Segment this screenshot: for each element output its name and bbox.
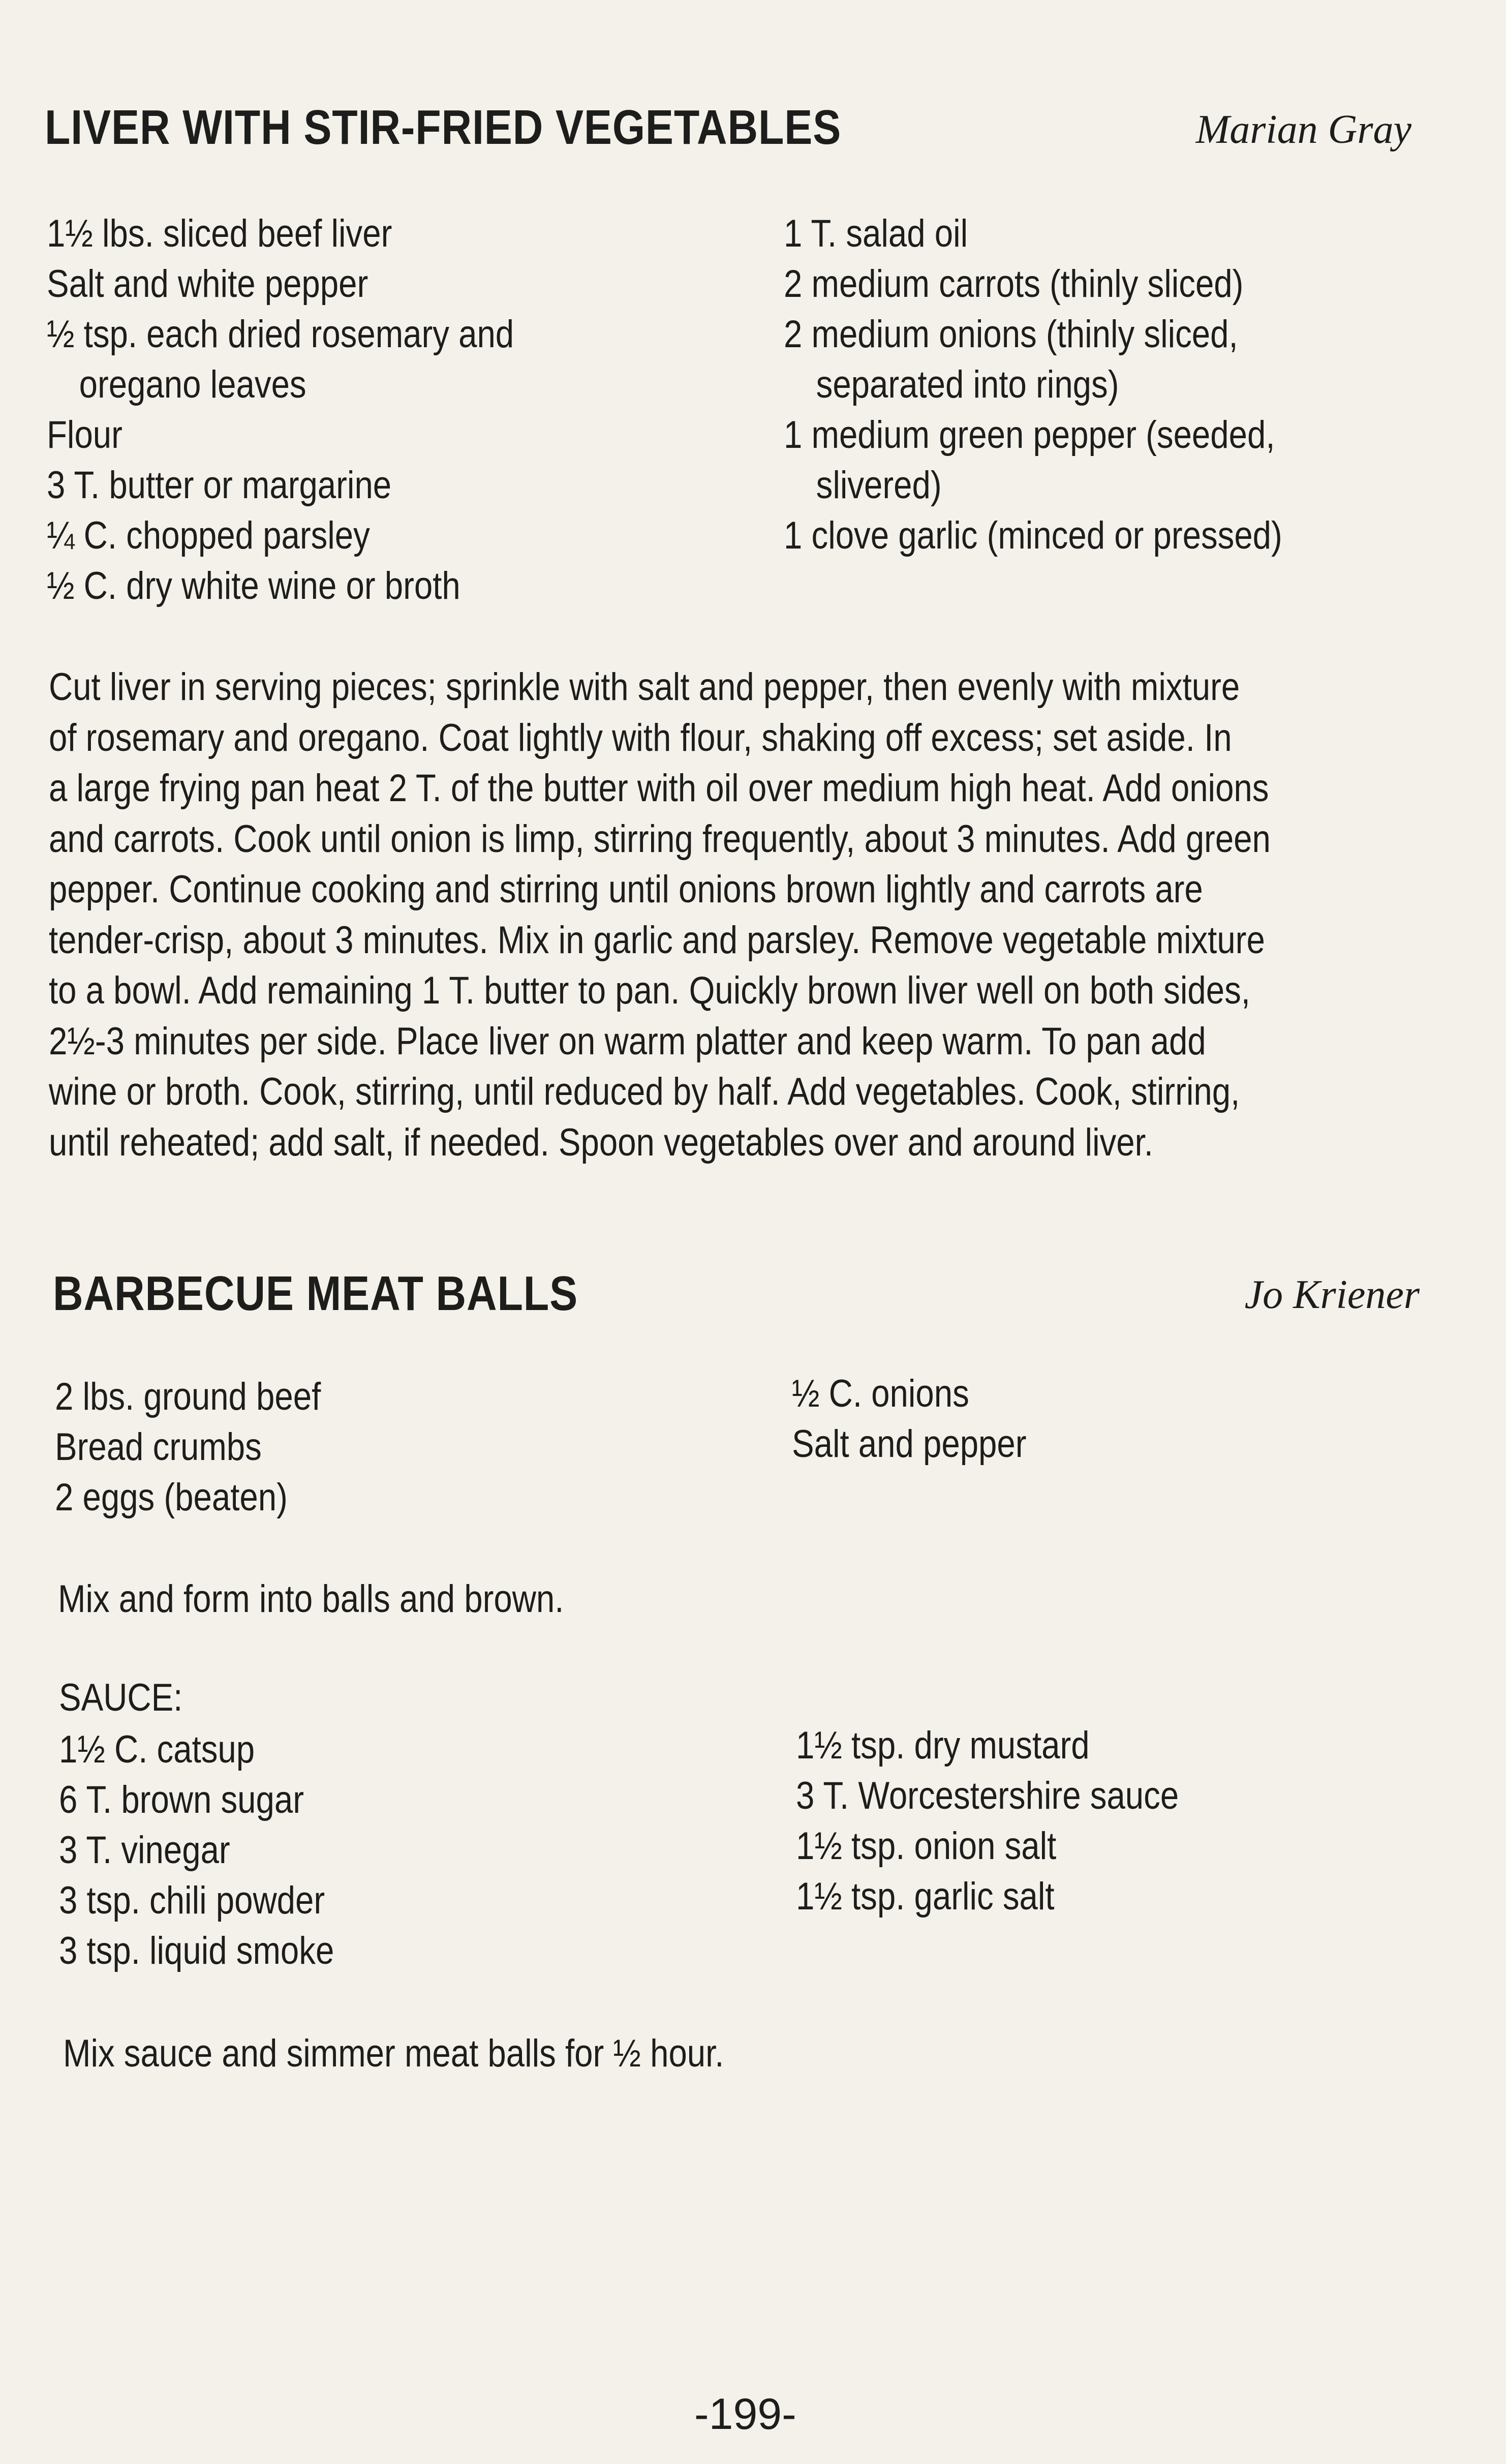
directions-liver [49, 662, 1271, 1168]
ingredient: Salt and pepper [792, 1422, 1027, 1466]
ingredient: ½ C. dry white wine or broth [47, 564, 460, 607]
ingredient: Flour [47, 413, 122, 457]
directions-meatballs-form [58, 1574, 564, 1625]
directions-line: pepper. Continue cooking and stirring until onions brown lightly and carrots are [49, 868, 1203, 911]
ingredient: 3 tsp. liquid smoke [59, 1929, 334, 1972]
directions-line: to a bowl. Add remaining 1 T. butter to pan. Quickly brown liver well on both sides, [49, 969, 1250, 1012]
recipe-author-liver: Marian Gray [1195, 107, 1411, 152]
ingredients-left-liver [47, 208, 514, 611]
ingredient: 2 medium onions (thinly sliced, [784, 313, 1238, 356]
directions-line: a large frying pan heat 2 T. of the butter with oil over medium high heat. Add onions [49, 767, 1269, 810]
directions-line: tender-crisp, about 3 minutes. Mix in garlic and parsley. Remove vegetable mixture [49, 918, 1265, 962]
ingredient: 1½ tsp. onion salt [796, 1824, 1057, 1868]
ingredient: 3 T. butter or margarine [47, 464, 392, 507]
ingredient: oregano leaves [79, 363, 306, 406]
ingredient: 3 T. Worcestershire sauce [796, 1774, 1179, 1817]
directions-line: Mix sauce and simmer meat balls for ½ hour. [63, 2032, 724, 2075]
recipe-title-liver: LIVER WITH STIR-FRIED VEGETABLES [45, 100, 842, 155]
directions-meatballs-simmer [63, 2028, 724, 2079]
sauce-label: SAUCE: [59, 1676, 183, 1719]
page-number: -199- [694, 2390, 796, 2439]
ingredient: 2 medium carrots (thinly sliced) [784, 262, 1244, 306]
directions-line: and carrots. Cook until onion is limp, stirring frequently, about 3 minutes. Add green [49, 817, 1271, 861]
ingredient: 6 T. brown sugar [59, 1778, 304, 1821]
recipe-title-meatballs: BARBECUE MEAT BALLS [53, 1266, 578, 1321]
recipe-author-meatballs: Jo Kriener [1244, 1272, 1420, 1317]
ingredient: separated into rings) [816, 363, 1119, 406]
directions-line: of rosemary and oregano. Coat lightly with flour, shaking off excess; set aside. In [49, 716, 1232, 759]
ingredient: 1 T. salad oil [784, 212, 968, 255]
ingredient: ½ C. onions [792, 1372, 969, 1415]
sauce-ingredients-left [59, 1724, 334, 1976]
ingredient: 1½ tsp. garlic salt [796, 1875, 1055, 1918]
ingredient: 1 medium green pepper (seeded, [784, 413, 1275, 457]
ingredient: 2 lbs. ground beef [55, 1375, 321, 1418]
ingredient: 1½ lbs. sliced beef liver [47, 212, 392, 255]
ingredient: 1½ C. catsup [59, 1728, 255, 1771]
directions-line: 2½-3 minutes per side. Place liver on warm platter and keep warm. To pan add [49, 1019, 1206, 1063]
ingredient: Bread crumbs [55, 1425, 262, 1469]
ingredient: 2 eggs (beaten) [55, 1476, 288, 1519]
ingredient: ½ tsp. each dried rosemary and [47, 313, 514, 356]
directions-line: until reheated; add salt, if needed. Spoon vegetables over and around liver. [49, 1120, 1153, 1164]
ingredient: 1½ tsp. dry mustard [796, 1724, 1090, 1767]
ingredient: slivered) [816, 464, 942, 507]
ingredients-right-meatballs [792, 1368, 1027, 1469]
ingredient: 3 tsp. chili powder [59, 1879, 325, 1922]
ingredient: 1 clove garlic (minced or pressed) [784, 514, 1282, 557]
ingredient: ¼ C. chopped parsley [47, 514, 370, 557]
ingredients-left-meatballs [55, 1372, 321, 1523]
ingredient: Salt and white pepper [47, 262, 368, 306]
directions-line: Cut liver in serving pieces; sprinkle with salt and pepper, then evenly with mixture [49, 665, 1240, 709]
ingredients-right-liver [784, 208, 1282, 561]
directions-line: Mix and form into balls and brown. [58, 1577, 564, 1621]
sauce-ingredients-right [796, 1720, 1179, 1922]
ingredient: 3 T. vinegar [59, 1829, 230, 1872]
directions-line: wine or broth. Cook, stirring, until reduced by half. Add vegetables. Cook, stirring, [49, 1070, 1240, 1113]
